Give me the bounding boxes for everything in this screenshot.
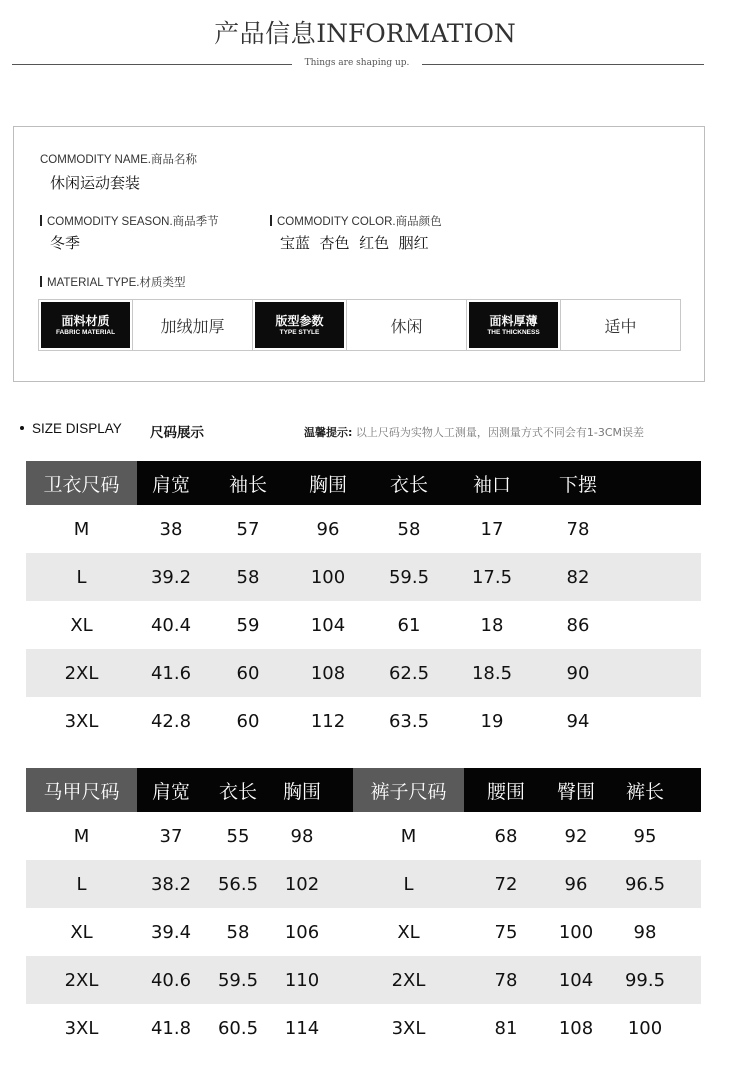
table-cell: 114 bbox=[284, 1017, 320, 1039]
table-row bbox=[26, 1004, 701, 1052]
header-rule-left bbox=[12, 64, 292, 65]
hoodie-table-body bbox=[26, 505, 701, 745]
table-cell: 106 bbox=[284, 921, 320, 943]
commodity-season-label: COMMODITY SEASON.商品季节 bbox=[47, 216, 219, 228]
table-cell: 19 bbox=[480, 710, 504, 732]
material-type-label-wrap bbox=[40, 274, 185, 290]
table-cell: 38.2 bbox=[150, 873, 192, 895]
product-info-box bbox=[13, 126, 705, 382]
header-cell: 肩宽 bbox=[151, 780, 190, 803]
tip-text: 以上尺码为实物人工测量，因测量方式不同会有1-3CM误差 bbox=[355, 426, 645, 439]
fabric-material-badge-cn: 面料材质 bbox=[61, 313, 110, 328]
table-cell: 62.5 bbox=[388, 662, 430, 684]
thickness-value: 适中 bbox=[604, 316, 637, 336]
table-cell: 90 bbox=[566, 662, 590, 684]
fabric-material-value: 加绒加厚 bbox=[133, 300, 253, 350]
table-header-row bbox=[26, 461, 701, 505]
vest-pants-table-body bbox=[26, 812, 701, 1052]
table-cell: 56.5 bbox=[217, 873, 259, 895]
type-style-badge-en: TYPE STYLE bbox=[279, 328, 320, 336]
commodity-season-label-wrap bbox=[40, 213, 219, 229]
table-cell: 100 bbox=[627, 1017, 663, 1039]
table-cell: 38 bbox=[159, 518, 183, 540]
table-cell: L bbox=[76, 873, 87, 895]
header-cell: 袖口 bbox=[472, 473, 511, 496]
table-cell: 78 bbox=[494, 969, 518, 991]
vest-pants-size-table bbox=[26, 768, 701, 1052]
table-cell: 81 bbox=[494, 1017, 518, 1039]
header-cell: 臀围 bbox=[556, 780, 595, 803]
thickness-badge bbox=[467, 300, 561, 350]
header-cell: 衣长 bbox=[218, 780, 257, 803]
table-cell: 40.4 bbox=[150, 614, 192, 636]
header-cell: 胸围 bbox=[308, 473, 347, 496]
table-cell: 58 bbox=[226, 921, 250, 943]
material-type-label: MATERIAL TYPE.材质类型 bbox=[47, 277, 186, 289]
header-cell: 卫衣尺码 bbox=[26, 461, 137, 505]
table-cell: 102 bbox=[284, 873, 320, 895]
page-header bbox=[0, 0, 730, 90]
material-row bbox=[38, 299, 681, 351]
table-cell: 92 bbox=[564, 825, 588, 847]
commodity-color-value: 宝蓝 杏色 红色 胭红 bbox=[280, 234, 429, 252]
header-cell: 裤子尺码 bbox=[353, 768, 464, 812]
table-cell: 57 bbox=[236, 518, 260, 540]
table-cell: M bbox=[73, 518, 90, 540]
table-cell: 96.5 bbox=[624, 873, 666, 895]
table-row bbox=[26, 505, 701, 553]
header-rule-right bbox=[422, 64, 704, 65]
bar-marker-icon bbox=[270, 215, 272, 226]
table-cell: 18.5 bbox=[471, 662, 513, 684]
table-cell: 17 bbox=[480, 518, 504, 540]
table-cell: L bbox=[403, 873, 414, 895]
table-cell: 98 bbox=[633, 921, 657, 943]
table-cell: 60 bbox=[236, 662, 260, 684]
table-cell: 39.2 bbox=[150, 566, 192, 588]
table-cell: 104 bbox=[558, 969, 594, 991]
table-row bbox=[26, 553, 701, 601]
table-cell: 58 bbox=[236, 566, 260, 588]
type-style-value: 休闲 bbox=[347, 300, 467, 350]
header-cell: 裤长 bbox=[625, 780, 664, 803]
table-cell: M bbox=[400, 825, 417, 847]
table-cell: 100 bbox=[310, 566, 346, 588]
table-cell: XL bbox=[70, 614, 93, 636]
table-cell: 40.6 bbox=[150, 969, 192, 991]
table-cell: L bbox=[76, 566, 87, 588]
table-row bbox=[26, 908, 701, 956]
table-cell: 86 bbox=[566, 614, 590, 636]
table-cell: M bbox=[73, 825, 90, 847]
table-row bbox=[26, 649, 701, 697]
type-style-badge-cn: 版型参数 bbox=[275, 313, 324, 328]
thickness-badge-cn: 面料厚薄 bbox=[489, 313, 538, 328]
table-cell: 2XL bbox=[64, 969, 99, 991]
header-cell: 马甲尺码 bbox=[26, 768, 137, 812]
table-cell: 82 bbox=[566, 566, 590, 588]
table-cell: 99.5 bbox=[624, 969, 666, 991]
table-row bbox=[26, 812, 701, 860]
table-cell: 96 bbox=[316, 518, 340, 540]
tip-label: 温馨提示: bbox=[304, 426, 353, 439]
fabric-material-badge-en: FABRIC MATERIAL bbox=[55, 328, 116, 336]
table-cell: 104 bbox=[310, 614, 346, 636]
table-row bbox=[26, 860, 701, 908]
table-cell: 42.8 bbox=[150, 710, 192, 732]
table-cell: 60.5 bbox=[217, 1017, 259, 1039]
page-subtitle: Things are shaping up. bbox=[304, 58, 410, 68]
table-cell: 39.4 bbox=[150, 921, 192, 943]
table-cell: 2XL bbox=[391, 969, 426, 991]
table-cell: 108 bbox=[310, 662, 346, 684]
bullet-icon bbox=[20, 426, 24, 430]
table-cell: 3XL bbox=[64, 1017, 99, 1039]
header-cell: 下摆 bbox=[558, 473, 597, 496]
commodity-name-label: COMMODITY NAME.商品名称 bbox=[40, 154, 197, 166]
table-cell: 68 bbox=[494, 825, 518, 847]
page-title-cn: 产品信息 bbox=[214, 19, 317, 48]
commodity-season-value: 冬季 bbox=[50, 234, 81, 252]
table-cell: 63.5 bbox=[388, 710, 430, 732]
table-cell: 55 bbox=[226, 825, 250, 847]
table-cell: 110 bbox=[284, 969, 320, 991]
header-cell: 肩宽 bbox=[151, 473, 190, 496]
table-cell: 41.8 bbox=[150, 1017, 192, 1039]
header-cell: 袖长 bbox=[228, 473, 267, 496]
table-cell: 59.5 bbox=[388, 566, 430, 588]
fabric-material-badge bbox=[39, 300, 133, 350]
table-cell: 96 bbox=[564, 873, 588, 895]
table-cell: 60 bbox=[236, 710, 260, 732]
table-cell: 2XL bbox=[64, 662, 99, 684]
header-cell: 胸围 bbox=[282, 780, 321, 803]
table-cell: 61 bbox=[397, 614, 421, 636]
commodity-color-label-wrap bbox=[270, 213, 442, 229]
measurement-tip bbox=[304, 424, 644, 440]
table-cell: 95 bbox=[633, 825, 657, 847]
table-cell: 3XL bbox=[391, 1017, 426, 1039]
table-cell: 75 bbox=[494, 921, 518, 943]
table-cell: XL bbox=[397, 921, 420, 943]
table-cell: 58 bbox=[397, 518, 421, 540]
hoodie-size-table bbox=[26, 461, 701, 745]
table-cell: 112 bbox=[310, 710, 346, 732]
commodity-color-label: COMMODITY COLOR.商品颜色 bbox=[277, 216, 442, 228]
thickness-badge-en: THE THICKNESS bbox=[487, 328, 540, 336]
table-cell: 41.6 bbox=[150, 662, 192, 684]
table-cell: XL bbox=[70, 921, 93, 943]
type-style-badge bbox=[253, 300, 347, 350]
table-cell: 78 bbox=[566, 518, 590, 540]
table-row bbox=[26, 697, 701, 745]
page-title bbox=[0, 14, 730, 50]
table-cell: 18 bbox=[480, 614, 504, 636]
size-display-label bbox=[20, 421, 122, 436]
table-cell: 108 bbox=[558, 1017, 594, 1039]
header-cell: 衣长 bbox=[389, 473, 428, 496]
table-cell: 17.5 bbox=[471, 566, 513, 588]
size-display-cn: 尺码展示 bbox=[150, 425, 204, 441]
table-row bbox=[26, 956, 701, 1004]
size-display-en: SIZE DISPLAY bbox=[32, 421, 122, 436]
bar-marker-icon bbox=[40, 215, 42, 226]
table-cell: 94 bbox=[566, 710, 590, 732]
table-cell: 59.5 bbox=[217, 969, 259, 991]
table-cell: 59 bbox=[236, 614, 260, 636]
page-title-en: INFORMATION bbox=[316, 19, 516, 48]
table-cell: 3XL bbox=[64, 710, 99, 732]
bar-marker-icon bbox=[40, 276, 42, 287]
table-cell: 37 bbox=[159, 825, 183, 847]
commodity-name-value: 休闲运动套装 bbox=[50, 174, 141, 192]
table-cell: 100 bbox=[558, 921, 594, 943]
table-row bbox=[26, 601, 701, 649]
table-cell: 98 bbox=[290, 825, 314, 847]
header-cell: 腰围 bbox=[486, 780, 525, 803]
table-cell: 72 bbox=[494, 873, 518, 895]
table-header-row bbox=[26, 768, 701, 812]
